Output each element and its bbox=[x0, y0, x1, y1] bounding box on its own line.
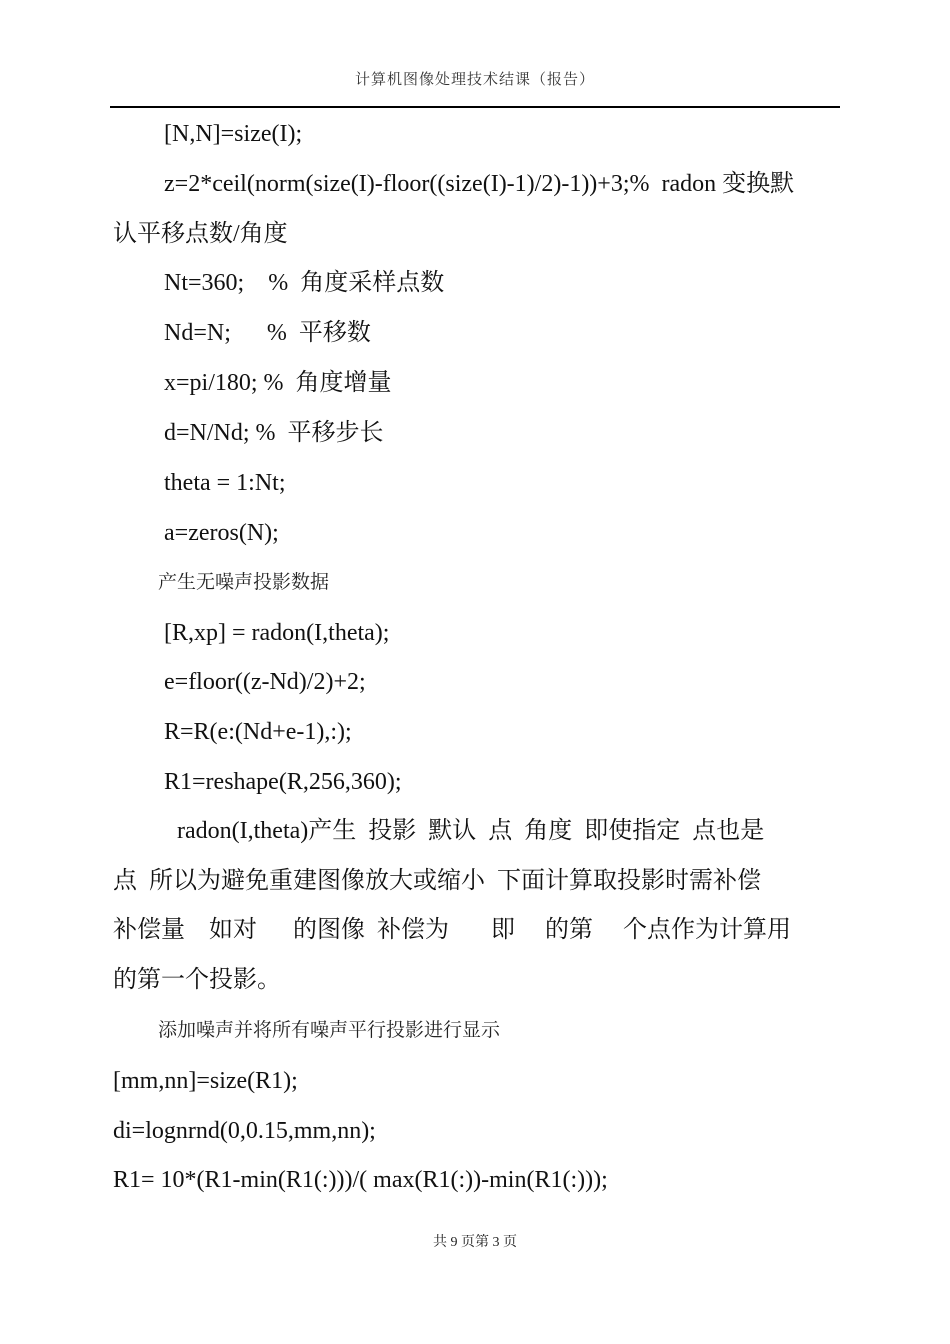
header-rule bbox=[110, 106, 840, 108]
code-line: x=pi/180; % 角度增量 bbox=[164, 370, 392, 396]
code-line: Nt=360; % 角度采样点数 bbox=[164, 270, 445, 296]
code-line: [N,N]=size(I); bbox=[164, 121, 303, 147]
page-footer: 共 9 页第 3 页 bbox=[433, 1235, 517, 1250]
code-line: Nd=N; % 平移数 bbox=[164, 320, 371, 346]
code-line: [R,xp] = radon(I,theta); bbox=[164, 620, 390, 646]
code-line: R1=reshape(R,256,360); bbox=[164, 769, 402, 795]
code-line: e=floor((z-Nd)/2)+2; bbox=[164, 669, 366, 695]
code-line: d=N/Nd; % 平移步长 bbox=[164, 420, 384, 446]
code-line: theta = 1:Nt; bbox=[164, 470, 286, 496]
code-line: [mm,nn]=size(R1); bbox=[113, 1068, 298, 1094]
section-note: 添加噪声并将所有噪声平行投影进行显示 bbox=[158, 1020, 501, 1041]
paragraph-line: 补偿量 如对 的图像 补偿为 即 的第 个点作为计算用 bbox=[113, 917, 791, 943]
paragraph-line: radon(I,theta)产生 投影 默认 点 角度 即使指定 点也是 bbox=[177, 818, 765, 844]
code-line: R1= 10*(R1-min(R1(:)))/( max(R1(:))-min(R1(:))); bbox=[113, 1167, 608, 1193]
paragraph-line: 点 所以为避免重建图像放大或缩小 下面计算取投影时需补偿 bbox=[113, 868, 761, 894]
code-line: a=zeros(N); bbox=[164, 520, 279, 546]
code-line-continuation: 认平移点数/角度 bbox=[113, 221, 288, 247]
section-note: 产生无噪声投影数据 bbox=[158, 572, 330, 593]
code-line: z=2*ceil(norm(size(I)-floor((size(I)-1)/2)-1))+3;% radon 变换默 bbox=[164, 171, 795, 197]
code-line: R=R(e:(Nd+e-1),:); bbox=[164, 719, 352, 745]
paragraph-line: 的第一个投影。 bbox=[113, 967, 281, 993]
page-header: 计算机图像处理技术结课（报告） bbox=[354, 72, 595, 88]
code-line: di=lognrnd(0,0.15,mm,nn); bbox=[113, 1118, 376, 1144]
